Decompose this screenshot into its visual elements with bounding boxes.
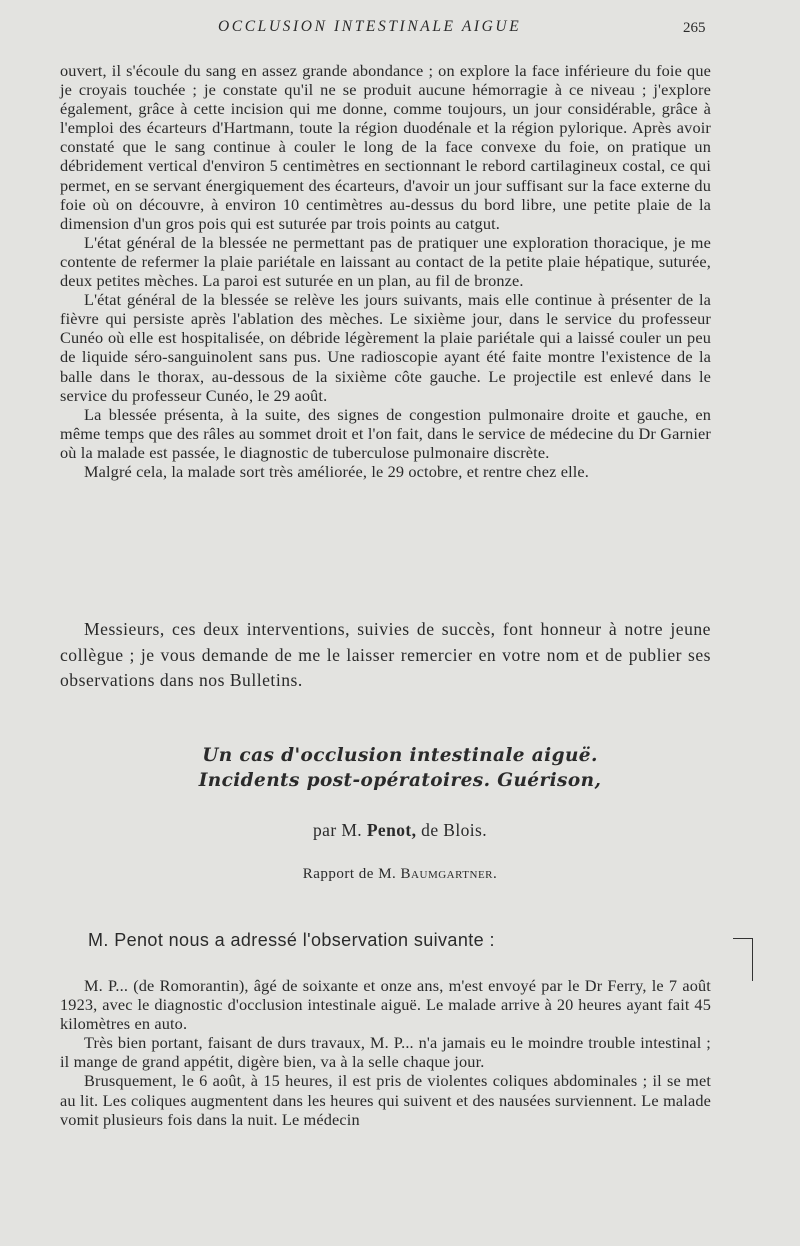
article-title-line-1: Un cas d'occlusion intestinale aiguë. bbox=[202, 745, 598, 766]
paragraph: L'état général de la blessée se relève les jours suivants, mais elle continue à présenter de la fièvre qui persiste après l'ablation des mèches. Le sixième jour, dans le service du professeur Cunéo où elle est hospitalisée, on débride légèrement la plaie pariétale qui a laissé couler un peu de liquide séro-sanguinolent sans pus. Une radioscopie ayant été faite montre l'existence de la balle dans le thorax, au-dessous de la sixième côte gauche. Le projectile est enlevé dans le service du professeur Cunéo, le 29 août. bbox=[60, 290, 711, 405]
report-line bbox=[0, 866, 800, 883]
page-number: 265 bbox=[683, 20, 706, 36]
observation-continuation bbox=[60, 61, 711, 481]
byline-place: de Blois. bbox=[421, 820, 487, 840]
margin-bracket-mark bbox=[733, 938, 753, 981]
paragraph: Très bien portant, faisant de durs travaux, M. P... n'a jamais eu le moindre trouble intestinal ; il mange de grand appétit, digère bien, va à la selle chaque jour. bbox=[60, 1033, 711, 1072]
paragraph: La blessée présenta, à la suite, des signes de congestion pulmonaire droite et gauche, en même temps que des râles au sommet droit et l'on fait, dans le service de médecine du Dr Garnier où la malade est passée, le diagnostic de tuberculose pulmonaire discrète. bbox=[60, 404, 711, 462]
closing-remarks bbox=[60, 617, 711, 694]
paragraph: M. P... (de Romorantin), âgé de soixante et onze ans, m'est envoyé par le Dr Ferry, le 7 août 1923, avec le diagnostic d'occlusion intestinale aiguë. Le malade arrive à 20 heures ayant fait 45 kilomètres en auto. bbox=[60, 976, 711, 1034]
intro-line: M. Penot nous a adressé l'observation suivante : bbox=[88, 930, 495, 950]
report-prefix: Rapport de M. bbox=[302, 866, 397, 882]
byline-par: par M. bbox=[313, 820, 363, 840]
running-title: OCCLUSION INTESTINALE AIGUE bbox=[218, 18, 522, 35]
running-header bbox=[0, 18, 800, 42]
byline-author: Penot, bbox=[366, 820, 417, 840]
paragraph: L'état général de la blessée ne permettant pas de pratiquer une exploration thoracique, je me contente de refermer la plaie pariétale en laissant au contact de la petite plaie hépatique, suturée, deux petites mèches. La paroi est suturée en un plan, au fil de bronze. bbox=[60, 232, 711, 291]
paragraph: ouvert, il s'écoule du sang en assez grande abondance ; on explore la face inférieure du foie que je croyais touchée ; je constate qu'il ne se produit aucune hémorragie à ce niveau ; j'explore également, grâce à cette incision qui me donne, comme toujours, un jour considérable, grâce à l'emploi des écarteurs d'Hartmann, toute la région duodénale et la région pylorique. Après avoir constaté que le sang continue à couler le long de la face convexe du foie, on pratique un débridement vertical d'environ 5 centimètres en sectionnant le rebord cartilagineux costal, ce qui permet, en se servant énergiquement des écarteurs, d'avoir un jour suffisant sur la face externe du foie où on découvre, à environ 10 centimètres au-dessus du bord libre, une petite plaie de la dimension d'un gros pois qui est suturée par trois points au catgut. bbox=[60, 61, 711, 233]
report-name: Baumgartner. bbox=[400, 866, 498, 882]
observation-text bbox=[60, 976, 711, 1129]
paragraph: Brusquement, le 6 août, à 15 heures, il est pris de violentes coliques abdominales ; il se met au lit. Les coliques augmentent dans les heures qui suivent et des nausées surviennent. Le malade vomit plusieurs fois dans la nuit. Le médecin bbox=[60, 1071, 711, 1129]
paragraph: Malgré cela, la malade sort très améliorée, le 29 octobre, et rentre chez elle. bbox=[84, 461, 590, 481]
paragraph: Messieurs, ces deux interventions, suivies de succès, font honneur à notre jeune collègue ; je vous demande de me le laisser remercier en votre nom et de publier ses observations dans nos Bulletins. bbox=[60, 619, 711, 690]
byline bbox=[0, 820, 800, 841]
article-title-line-2: Incidents post-opératoires. Guérison, bbox=[198, 770, 602, 791]
